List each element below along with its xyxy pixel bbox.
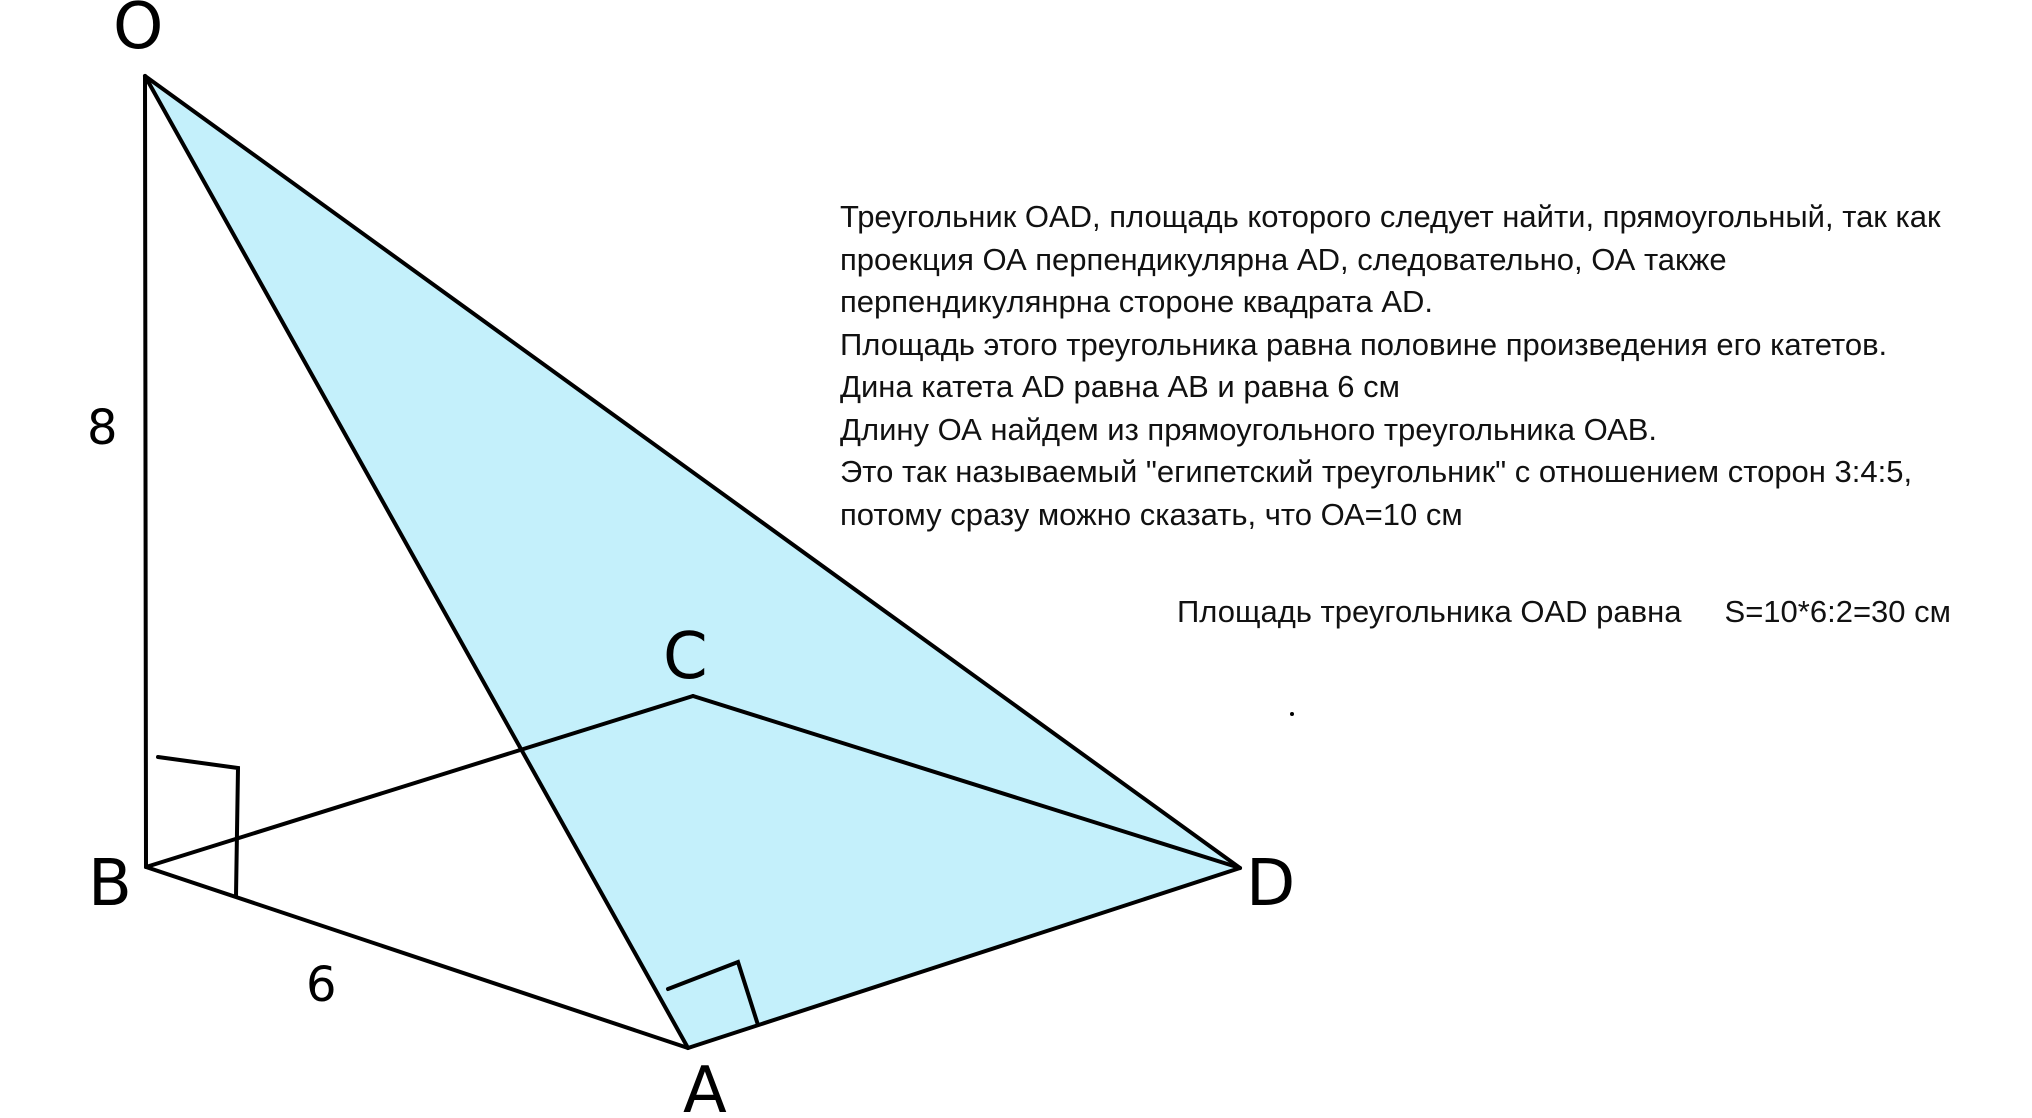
explanation-line: перпендикулянрна стороне квадрата AD. <box>840 284 1433 319</box>
vertex-label-b: B <box>88 847 132 921</box>
vertex-label-a: A <box>683 1054 727 1118</box>
vertex-label-d: D <box>1246 847 1296 921</box>
explanation-line: проекция ОА перпендикулярна AD, следовательно, ОА также <box>840 241 1727 277</box>
explanation-line: Дина катета AD равна АВ и равна 6 см <box>840 369 1400 404</box>
explanation-text <box>840 196 2020 536</box>
vertex-label-o: O <box>113 0 164 64</box>
length-label-ba: 6 <box>306 957 337 1013</box>
explanation-line: Треугольник OAD, площадь которого следует найти, прямоугольный, так как <box>840 199 1941 234</box>
explanation-line: Площадь этого треугольника равна половине произведения его катетов. <box>840 326 1888 362</box>
explanation-line: Длину ОА найдем из прямоугольного треугольника ОАВ. <box>840 411 1658 447</box>
explanation-line: Это так называемый "египетский треугольник" с отношением сторон 3:4:5, <box>840 454 1913 489</box>
explanation-line: потому сразу можно сказать, что ОА=10 см <box>840 496 1463 532</box>
area-result <box>1177 594 1951 630</box>
vertex-label-c: C <box>663 620 708 694</box>
stray-dot <box>1290 712 1294 716</box>
length-label-ob: 8 <box>87 400 118 456</box>
area-result-formula: S=10*6:2=30 см <box>1724 594 1951 629</box>
area-result-label: Площадь треугольника OAD равна <box>1177 594 1682 629</box>
edge-ob <box>145 76 146 867</box>
